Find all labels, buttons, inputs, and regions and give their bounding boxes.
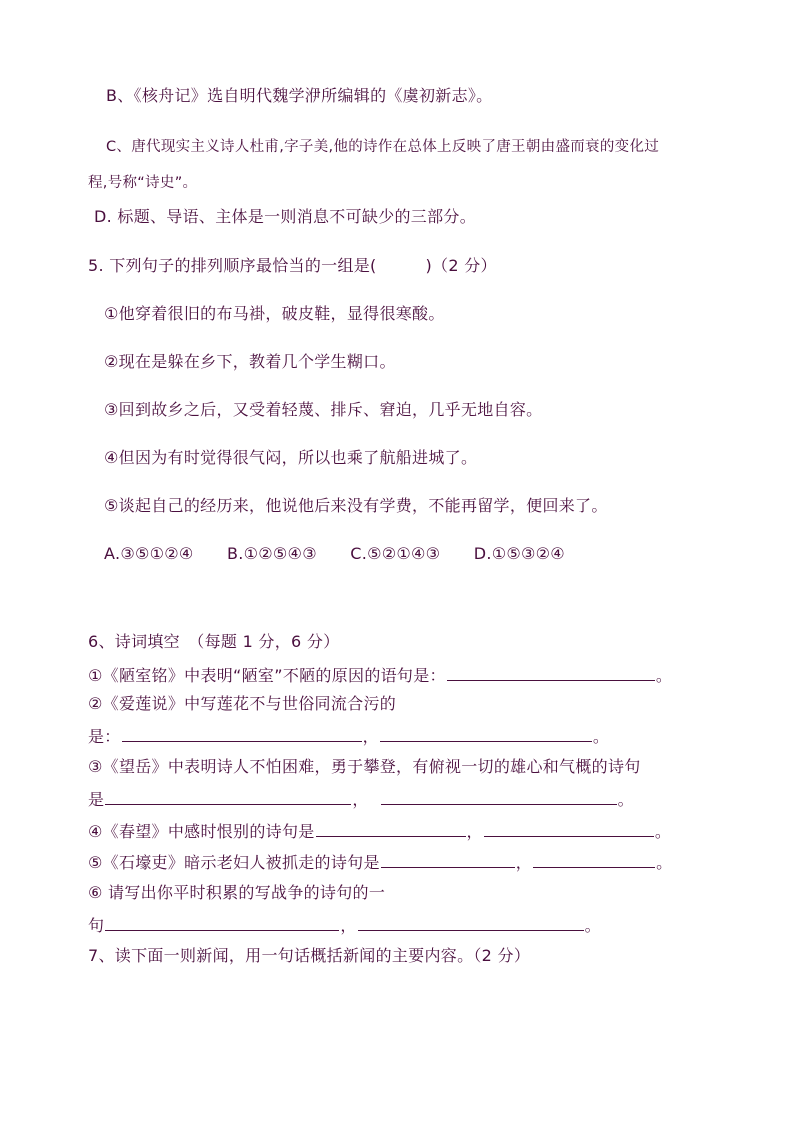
q6-item-4	[88, 820, 671, 842]
q6-item-6-line1: ⑥ 请写出你平时积累的写战争的诗句的一	[88, 883, 386, 902]
q4-option-c-line1: C、唐代现实主义诗人杜甫,字子美,他的诗作在总体上反映了唐王朝由盛而衰的变化过	[106, 139, 660, 155]
q5-sentence-3: ③回到故乡之后，又受着轻蔑、排斥、窘迫，几乎无地自容。	[104, 400, 543, 419]
q5-sentence-1: ①他穿着很旧的布马褂，破皮鞋，显得很寒酸。	[104, 304, 445, 323]
q7-stem: 7、读下面一则新闻，用一句话概括新闻的主要内容。（2 分）	[88, 946, 531, 965]
q5-choices	[104, 544, 593, 564]
q5-choice-d[interactable]: D.①⑤③②④	[473, 544, 565, 563]
q4-option-d: D. 标题、导语、主体是一则消息不可缺少的三部分。	[94, 207, 476, 226]
period-mark: 。	[654, 822, 672, 841]
comma-mark: ，	[466, 822, 483, 841]
q5-choice-a[interactable]: A.③⑤①②④	[104, 544, 194, 563]
q6-item-2-blank-1[interactable]	[122, 725, 362, 742]
q6-item-2-label: 是：	[88, 727, 121, 746]
period-mark: 。	[584, 916, 601, 935]
period-mark: 。	[655, 666, 673, 685]
q6-item-4-text: ④《春望》中感时恨别的诗句是	[88, 822, 315, 841]
q6-item-1	[88, 664, 672, 686]
q6-item-2-line1: ②《爱莲说》中写莲花不与世俗同流合污的	[88, 694, 397, 713]
q6-item-6-blank-2[interactable]	[358, 914, 584, 931]
q6-item-5-blank-2[interactable]	[533, 851, 655, 868]
q5-sentence-2: ②现在是躲在乡下，教着几个学生糊口。	[104, 352, 396, 371]
q6-item-3-blank-1[interactable]	[105, 788, 351, 805]
q6-title: 6、诗词填空 （每题 1 分，6 分）	[88, 632, 340, 651]
q6-item-4-blank-2[interactable]	[484, 820, 654, 837]
q6-item-5	[88, 851, 672, 873]
q6-item-2-blank-2[interactable]	[380, 725, 592, 742]
comma-mark: ，	[515, 853, 533, 872]
period-mark: 。	[592, 727, 610, 746]
q6-item-6-line2	[88, 914, 601, 936]
period-mark: 。	[617, 790, 634, 809]
comma-mark: ，	[352, 790, 369, 809]
q6-item-3-line1: ③《望岳》中表明诗人不怕困难，勇于攀登，有俯视一切的雄心和气概的诗句	[88, 757, 641, 776]
comma-mark: ，	[362, 727, 379, 746]
period-mark: 。	[656, 853, 673, 872]
q5-stem: 5. 下列句子的排列顺序最恰当的一组是( )（2 分）	[88, 256, 497, 275]
q6-item-6-blank-1[interactable]	[105, 914, 339, 931]
q6-item-6-label: 句	[88, 916, 105, 935]
q6-item-1-text: ①《陋室铭》中表明“陋室”不陋的原因的语句是：	[88, 666, 446, 685]
q6-item-2-line2	[88, 725, 609, 747]
q6-item-3-label: 是	[88, 790, 105, 809]
q5-choice-b[interactable]: B.①②⑤④③	[226, 544, 317, 563]
q6-item-5-blank-1[interactable]	[381, 851, 515, 868]
q6-item-4-blank-1[interactable]	[316, 820, 466, 837]
q4-option-b: B、《核舟记》选自明代魏学洢所编辑的《虞初新志》。	[106, 86, 493, 105]
q4-option-c-line2: 程,号称“诗史”。	[88, 175, 198, 191]
q6-item-5-text: ⑤《石壕吏》暗示老妇人被抓走的诗句是	[88, 853, 380, 872]
q6-item-3-line2	[88, 788, 634, 810]
q5-sentence-5: ⑤谈起自己的经历来，他说他后来没有学费，不能再留学，便回来了。	[104, 496, 608, 515]
q6-item-3-blank-2[interactable]	[381, 788, 617, 805]
q5-sentence-4: ④但因为有时觉得很气闷，所以也乘了航船进城了。	[104, 448, 478, 467]
q5-choice-c[interactable]: C.⑤②①④③	[350, 544, 441, 563]
q6-item-1-blank[interactable]	[447, 664, 655, 681]
comma-mark: ，	[340, 916, 357, 935]
